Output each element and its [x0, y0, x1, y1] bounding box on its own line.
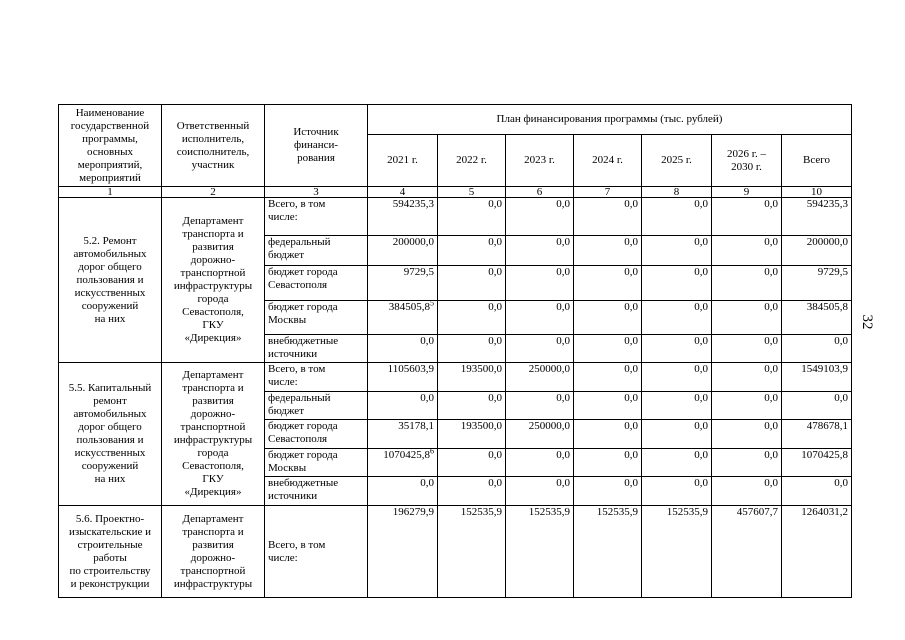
- value-cell: 0,0: [506, 301, 574, 335]
- header-source: Источник финанси- рования: [265, 105, 368, 187]
- value-cell: 0,0: [642, 420, 712, 449]
- value-cell: 35178,1: [368, 420, 438, 449]
- value-cell: 1070425,8: [782, 449, 852, 477]
- value-cell: 193500,0: [438, 420, 506, 449]
- value-cell: 0,0: [782, 335, 852, 363]
- value-cell: 0,0: [642, 301, 712, 335]
- source-cell: внебюджетные источники: [265, 477, 368, 506]
- value-cell: 0,0: [438, 236, 506, 266]
- source-cell: бюджет города Севастополя: [265, 420, 368, 449]
- value-cell: 0,0: [574, 449, 642, 477]
- value-cell: 0,0: [712, 198, 782, 236]
- responsible-cell: Департамент транспорта и развития дорожно- транспортной инфраструктуры: [162, 506, 265, 598]
- value-cell: 0,0: [574, 301, 642, 335]
- page-number: 32: [859, 314, 875, 330]
- value-cell: 0,0: [642, 335, 712, 363]
- header-year: 2025 г.: [642, 135, 712, 187]
- value-cell: [368, 446, 438, 477]
- value-cell: 1105603,9: [368, 363, 438, 392]
- value-cell: 0,0: [712, 236, 782, 266]
- value-cell: 152535,9: [574, 506, 642, 598]
- value-cell: 0,0: [574, 477, 642, 506]
- header-year: 2024 г.: [574, 135, 642, 187]
- value-cell: 0,0: [642, 198, 712, 236]
- header-total: Всего: [782, 135, 852, 187]
- value-cell: 0,0: [712, 449, 782, 477]
- value-cell: 0,0: [712, 392, 782, 420]
- value-cell: [368, 298, 438, 335]
- value-cell: 478678,1: [782, 420, 852, 449]
- value-text: 384505,8: [388, 301, 430, 313]
- value-cell: 0,0: [712, 363, 782, 392]
- value-cell: 152535,9: [438, 506, 506, 598]
- value-cell: 594235,3: [782, 198, 852, 236]
- value-cell: 0,0: [712, 266, 782, 301]
- value-cell: 0,0: [438, 477, 506, 506]
- value-cell: 200000,0: [368, 236, 438, 266]
- value-cell: 152535,9: [506, 506, 574, 598]
- column-number: 6: [506, 187, 574, 198]
- value-cell: 196279,9: [368, 506, 438, 598]
- value-cell: 0,0: [506, 335, 574, 363]
- source-cell: Всего, в том числе:: [265, 363, 368, 392]
- program-name-cell: 5.6. Проектно- изыскательские и строительные работы по строительству и реконструкции: [59, 506, 162, 598]
- value-cell: 0,0: [574, 266, 642, 301]
- column-number: 7: [574, 187, 642, 198]
- column-number: 4: [368, 187, 438, 198]
- value-cell: 0,0: [368, 392, 438, 420]
- source-cell: Всего, в том числе:: [265, 506, 368, 598]
- header-program-name: Наименование государственной программы, основных мероприятий, мероприятий: [59, 105, 162, 187]
- program-name-cell: 5.5. Капитальный ремонт автомобильных дорог общего пользования и искусственных сооружений на них: [59, 363, 162, 506]
- value-cell: 457607,7: [712, 506, 782, 598]
- value-cell: 0,0: [642, 392, 712, 420]
- value-cell: 0,0: [438, 449, 506, 477]
- value-cell: 0,0: [506, 477, 574, 506]
- value-cell: 594235,3: [368, 198, 438, 236]
- value-cell: 0,0: [712, 420, 782, 449]
- value-cell: 200000,0: [782, 236, 852, 266]
- value-cell: 1264031,2: [782, 506, 852, 598]
- column-number-row: [59, 187, 852, 198]
- value-cell: 0,0: [574, 198, 642, 236]
- value-cell: 0,0: [642, 236, 712, 266]
- value-cell: 0,0: [642, 363, 712, 392]
- column-number: 3: [265, 187, 368, 198]
- value-cell: 250000,0: [506, 420, 574, 449]
- source-cell: бюджет города Москвы: [265, 301, 368, 335]
- responsible-cell: Департамент транспорта и развития дорожно- транспортной инфраструктуры города Севастополя, ГКУ «Дирекция»: [162, 198, 265, 363]
- value-cell: 0,0: [368, 335, 438, 363]
- value-cell: 250000,0: [506, 363, 574, 392]
- source-cell: бюджет города Москвы: [265, 449, 368, 477]
- source-cell: федеральный бюджет: [265, 392, 368, 420]
- value-cell: 0,0: [368, 477, 438, 506]
- column-number: 10: [782, 187, 852, 198]
- value-cell: 0,0: [712, 335, 782, 363]
- value-cell: 384505,8: [782, 301, 852, 335]
- value-cell: 0,0: [642, 266, 712, 301]
- value-cell: 0,0: [574, 335, 642, 363]
- value-cell: 0,0: [506, 236, 574, 266]
- value-cell: 0,0: [438, 335, 506, 363]
- value-cell: 9729,5: [782, 266, 852, 301]
- value-cell: 193500,0: [438, 363, 506, 392]
- value-cell: 0,0: [782, 477, 852, 506]
- value-cell: 0,0: [574, 236, 642, 266]
- header-year: 2021 г.: [368, 135, 438, 187]
- footnote-mark: 5: [430, 298, 434, 308]
- table-row: [59, 506, 852, 598]
- header-responsible: Ответственный исполнитель, соисполнитель, участник: [162, 105, 265, 187]
- value-cell: 0,0: [712, 477, 782, 506]
- header-financing-plan: План финансирования программы (тыс. рублей): [368, 105, 852, 135]
- source-cell: внебюджетные источники: [265, 335, 368, 363]
- value-cell: 0,0: [782, 392, 852, 420]
- value-cell: 0,0: [438, 392, 506, 420]
- source-cell: Всего, в том числе:: [265, 198, 368, 236]
- header-year: 2023 г.: [506, 135, 574, 187]
- source-cell: бюджет города Севастополя: [265, 266, 368, 301]
- value-cell: 9729,5: [368, 266, 438, 301]
- value-cell: 0,0: [642, 477, 712, 506]
- source-cell: федеральный бюджет: [265, 236, 368, 266]
- header-year: 2022 г.: [438, 135, 506, 187]
- value-cell: 0,0: [506, 198, 574, 236]
- value-cell: 0,0: [438, 198, 506, 236]
- column-number: 2: [162, 187, 265, 198]
- value-cell: 0,0: [506, 449, 574, 477]
- value-cell: 0,0: [506, 392, 574, 420]
- value-cell: 152535,9: [642, 506, 712, 598]
- header-year: 2026 г. – 2030 г.: [712, 135, 782, 187]
- table-row: [59, 198, 852, 236]
- table-row: [59, 363, 852, 392]
- responsible-cell: Департамент транспорта и развития дорожно- транспортной инфраструктуры города Севастополя, ГКУ «Дирекция»: [162, 363, 265, 506]
- value-cell: 0,0: [574, 420, 642, 449]
- value-cell: 1549103,9: [782, 363, 852, 392]
- value-cell: 0,0: [712, 301, 782, 335]
- value-cell: 0,0: [506, 266, 574, 301]
- value-cell: 0,0: [642, 449, 712, 477]
- column-number: 9: [712, 187, 782, 198]
- value-text: 1070425,8: [383, 449, 430, 461]
- column-number: 5: [438, 187, 506, 198]
- value-cell: 0,0: [438, 301, 506, 335]
- footnote-mark: 6: [430, 446, 434, 456]
- financing-table: [58, 104, 852, 598]
- column-number: 1: [59, 187, 162, 198]
- value-cell: 0,0: [438, 266, 506, 301]
- program-name-cell: 5.2. Ремонт автомобильных дорог общего пользования и искусственных сооружений на них: [59, 198, 162, 363]
- value-cell: 0,0: [574, 392, 642, 420]
- value-cell: 0,0: [574, 363, 642, 392]
- column-number: 8: [642, 187, 712, 198]
